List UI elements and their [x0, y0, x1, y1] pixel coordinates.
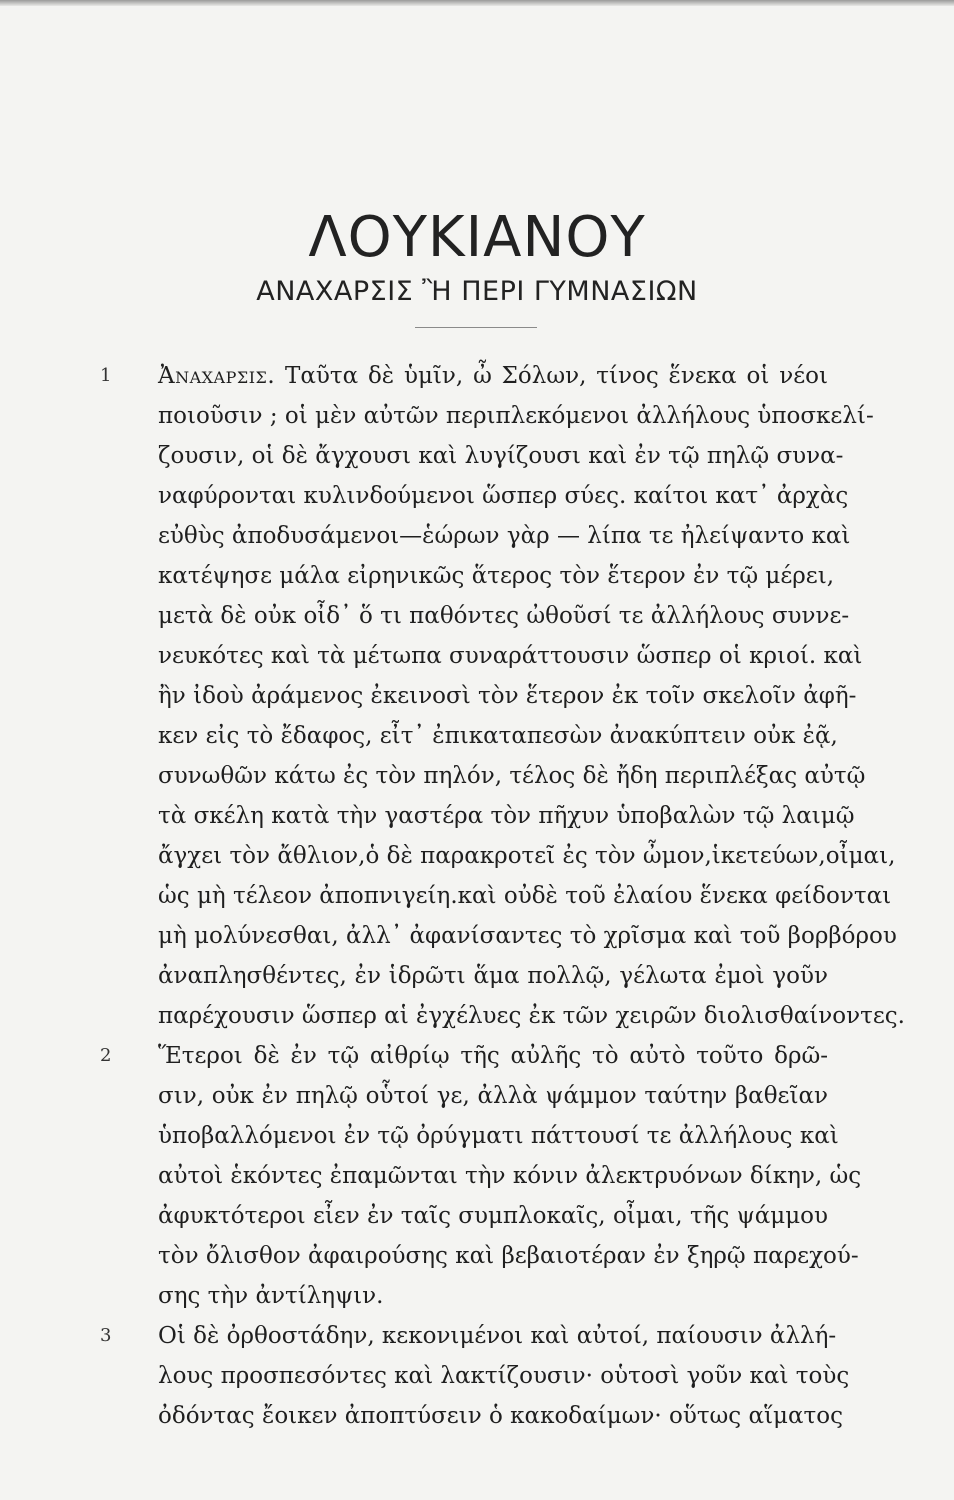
work-subtitle: ΑΝΑΧΑΡΣΙΣ Ἢ ΠΕΡΙ ΓΥΜΝΑΣΙΩΝ: [256, 276, 698, 307]
paragraph-number: 3: [100, 1325, 112, 1346]
text-line: [158, 356, 828, 396]
text-line: νευκότες καὶ τὰ μέτωπα συναράττουσιν ὥσπερ οἱ κριοί. καὶ: [158, 643, 863, 669]
paragraph-number: 1: [100, 365, 112, 386]
text-line: ἢν ἰδοὺ ἀράμενος ἐκεινοσὶ τὸν ἕτερον ἐκ τοῖν σκελοῖν ἀφῆ-: [158, 683, 857, 709]
text-line: εὐθὺς ἀποδυσάμενοι—ἑώρων γὰρ — λίπα τε ἠλείψαντο καὶ: [158, 523, 851, 549]
text-line: ὡς μὴ τέλεον ἀποπνιγείη.καὶ οὐδὲ τοῦ ἐλαίου ἕνεκα φείδονται: [158, 883, 892, 909]
text-line: τὰ σκέλη κατὰ τὴν γαστέρα τὸν πῆχυν ὑποβαλὼν τῷ λαιμῷ: [158, 803, 855, 829]
text-line: ὑποβαλλόμενοι ἐν τῷ ὀρύγματι πάττουσί τε ἀλλήλους καὶ: [158, 1123, 839, 1149]
text-line: σιν, οὐκ ἐν πηλῷ οὗτοί γε, ἀλλὰ ψάμμον ταύτην βαθεῖαν: [158, 1083, 828, 1109]
page-title: ΛΟΥΚΙΑΝΟΥ: [308, 205, 646, 270]
text-line-content: Ταῦτα δὲ ὑμῖν, ὦ Σόλων, τίνος ἕνεκα οἱ νέοι: [285, 363, 829, 389]
speaker-name: Ἀναχαρσις.: [158, 363, 276, 389]
text-line: τὸν ὄλισθον ἀφαιρούσης καὶ βεβαιοτέραν ἐν ξηρῷ παρεχού-: [158, 1243, 859, 1269]
text-line: ἀναπλησθέντες, ἐν ἱδρῶτι ἅμα πολλῷ, γέλωτα ἐμοὶ γοῦν: [158, 963, 828, 989]
text-line: ὀδόντας ἔοικεν ἀποπτύσειν ὁ κακοδαίμων· οὕτως αἵματος: [158, 1403, 843, 1429]
paragraph-number: 2: [100, 1045, 112, 1066]
text-line: ἄγχει τὸν ἄθλιον,ὁ δὲ παρακροτεῖ ἐς τὸν ὦμον,ἱκετεύων,οἶμαι,: [158, 843, 896, 869]
text-line: σης τὴν ἀντίληψιν.: [158, 1283, 384, 1309]
text-line: ἀφυκτότεροι εἶεν ἐν ταῖς συμπλοκαῖς, οἶμαι, τῆς ψάμμου: [158, 1203, 828, 1229]
text-line: μὴ μολύνεσθαι, ἀλλ᾽ ἀφανίσαντες τὸ χρῖσμα καὶ τοῦ βορβόρου: [158, 923, 897, 949]
text-line: ναφύρονται κυλινδούμενοι ὥσπερ σύες. καίτοι κατ᾽ ἀρχὰς: [158, 483, 849, 509]
text-line: ποιοῦσιν ; οἱ μὲν αὐτῶν περιπλεκόμενοι ἀλλήλους ὑποσκελί-: [158, 403, 874, 429]
text-line: μετὰ δὲ οὐκ οἶδ᾽ ὅ τι παθόντες ὠθοῦσί τε ἀλλήλους συννε-: [158, 603, 850, 629]
text-line: συνωθῶν κάτω ἐς τὸν πηλόν, τέλος δὲ ἤδη περιπλέξας αὐτῷ: [158, 763, 866, 789]
text-line: Οἱ δὲ ὀρθοστάδην, κεκονιμένοι καὶ αὐτοί, παίουσιν ἀλλή-: [158, 1323, 837, 1349]
text-line: κατέψησε μάλα εἰρηνικῶς ἅτερος τὸν ἕτερον ἐν τῷ μέρει,: [158, 563, 835, 589]
text-line: Ἕτεροι δὲ ἐν τῷ αἰθρίῳ τῆς αὐλῆς τὸ αὐτὸ τοῦτο δρῶ-: [158, 1043, 828, 1069]
text-line: παρέχουσιν ὥσπερ αἱ ἐγχέλυες ἐκ τῶν χειρῶν διολισθαίνοντες.: [158, 1003, 905, 1029]
text-line: κεν εἰς τὸ ἔδαφος, εἶτ᾽ ἐπικαταπεσὼν ἀνακύπτειν οὐκ ἐᾷ,: [158, 723, 838, 749]
title-rule: [415, 327, 537, 328]
text-line: ζουσιν, οἱ δὲ ἄγχουσι καὶ λυγίζουσι καὶ ἐν τῷ πηλῷ συνα-: [158, 443, 844, 469]
text-line: λους προσπεσόντες καὶ λακτίζουσιν· οὑτοσὶ γοῦν καὶ τοὺς: [158, 1363, 850, 1389]
text-line: αὐτοὶ ἑκόντες ἐπαμῶνται τὴν κόνιν ἀλεκτρυόνων δίκην, ὡς: [158, 1163, 862, 1189]
